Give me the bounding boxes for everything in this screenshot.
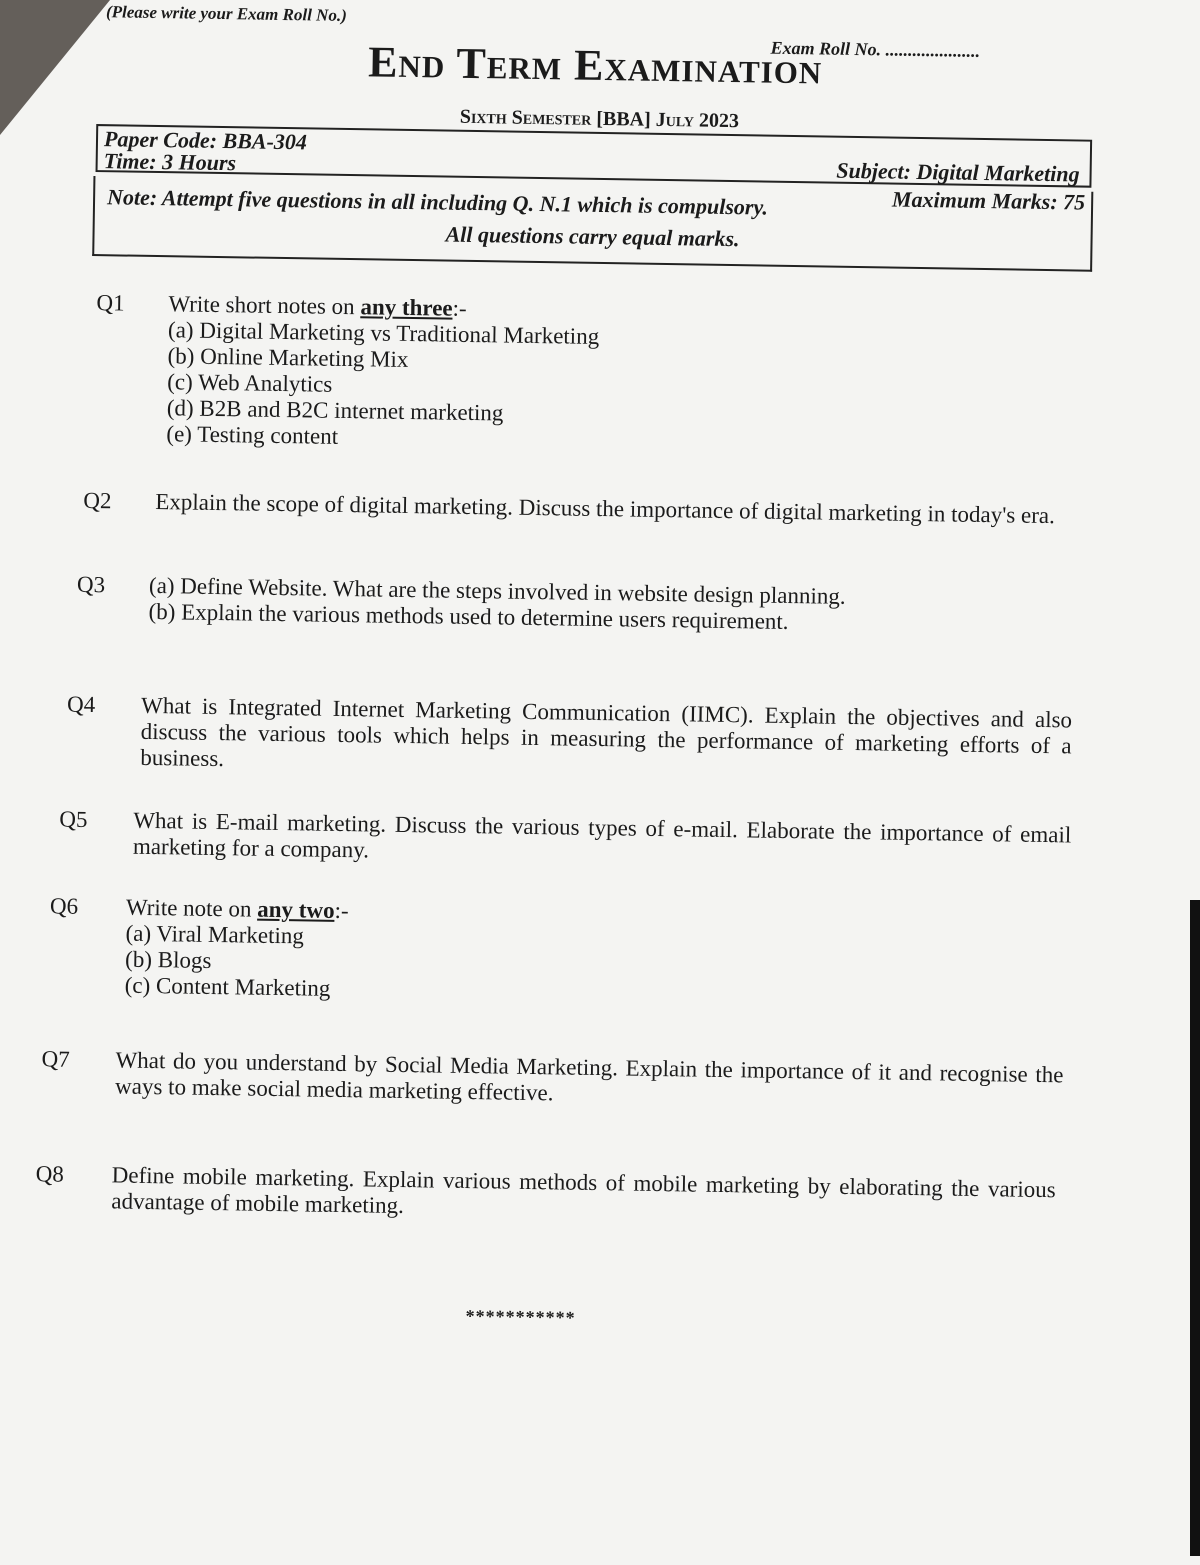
question-5: [59, 807, 1072, 875]
question-intro-end: :-: [334, 897, 349, 924]
question-text: Define mobile marketing. Explain various methods of mobile marketing by elaborating the various advantage of mobile marketing.: [111, 1162, 1056, 1219]
question-6: [49, 893, 1071, 1013]
question-intro: Write note on: [125, 894, 258, 922]
question-intro: Write short notes on: [168, 291, 361, 320]
end-of-paper-mark: ***********: [465, 1306, 576, 1328]
question-part: (c) Web Analytics: [167, 369, 333, 397]
question-number: Q6: [49, 893, 79, 919]
question-part: (b) Online Marketing Mix: [167, 343, 409, 372]
question-number: Q2: [83, 487, 112, 514]
question-part: (d) B2B and B2C internet marketing: [166, 395, 504, 426]
instruction-note: Note: Attempt five questions in all including Q. N.1 which is compulsory.: [106, 184, 769, 220]
exam-duration: Time: 3 Hours: [103, 148, 237, 176]
subject: Subject: Digital Marketing: [836, 157, 1080, 187]
question-text: What is Integrated Internet Marketing Communication (IIMC). Explain the objectives and also discuss the various tools which helps in measuring the performance of marketing efforts of a business.: [140, 692, 1073, 772]
question-4: [66, 692, 1072, 786]
question-1: [94, 290, 1086, 462]
question-text: Explain the scope of digital marketing. Discuss the importance of digital marketing in today's era.: [155, 489, 1056, 529]
question-text: What is E-mail marketing. Discuss the various types of e-mail. Elaborate the importance of email marketing for a company.: [132, 807, 1072, 863]
question-7: [41, 1046, 1064, 1114]
question-part: (b) Explain the various methods used to determine users requirement.: [148, 598, 789, 634]
question-number: Q3: [76, 571, 106, 598]
question-emphasis: any two: [257, 896, 335, 923]
exam-title: End Term Examination: [367, 37, 823, 94]
question-8: [35, 1161, 1056, 1229]
exam-roll-number-field: Exam Roll No. .....................: [770, 37, 981, 61]
question-number: Q4: [66, 691, 96, 718]
question-part: (a) Define Website. What are the steps involved in website design planning.: [148, 572, 846, 609]
question-2: [83, 488, 1073, 530]
question-part: (c) Content Marketing: [124, 972, 331, 1001]
question-intro-end: :-: [452, 295, 467, 321]
question-number: Q7: [41, 1046, 70, 1072]
question-3: [76, 572, 1072, 640]
roll-number-prompt: (Please write your Exam Roll No.): [105, 2, 347, 25]
paper-code: Paper Code: BBA-304: [103, 126, 308, 155]
scan-edge-shadow: [1190, 900, 1200, 1556]
question-text: What do you understand by Social Media Marketing. Explain the importance of it and recognise the ways to make social media marketing effective.: [114, 1047, 1064, 1106]
question-number: Q1: [96, 290, 125, 316]
maximum-marks: Maximum Marks: 75: [891, 186, 1086, 215]
instruction-marks: All questions carry equal marks.: [445, 221, 740, 252]
question-emphasis: any three: [360, 294, 453, 321]
question-part: (a) Viral Marketing: [125, 920, 305, 949]
question-part: (a) Digital Marketing vs Traditional Marketing: [167, 317, 600, 349]
question-number: Q8: [35, 1161, 65, 1187]
question-part: (e) Testing content: [166, 421, 339, 449]
question-number: Q5: [59, 806, 88, 832]
semester-line: Sixth Semester [BBA] July 2023: [459, 105, 740, 133]
question-part: (b) Blogs: [124, 946, 212, 973]
